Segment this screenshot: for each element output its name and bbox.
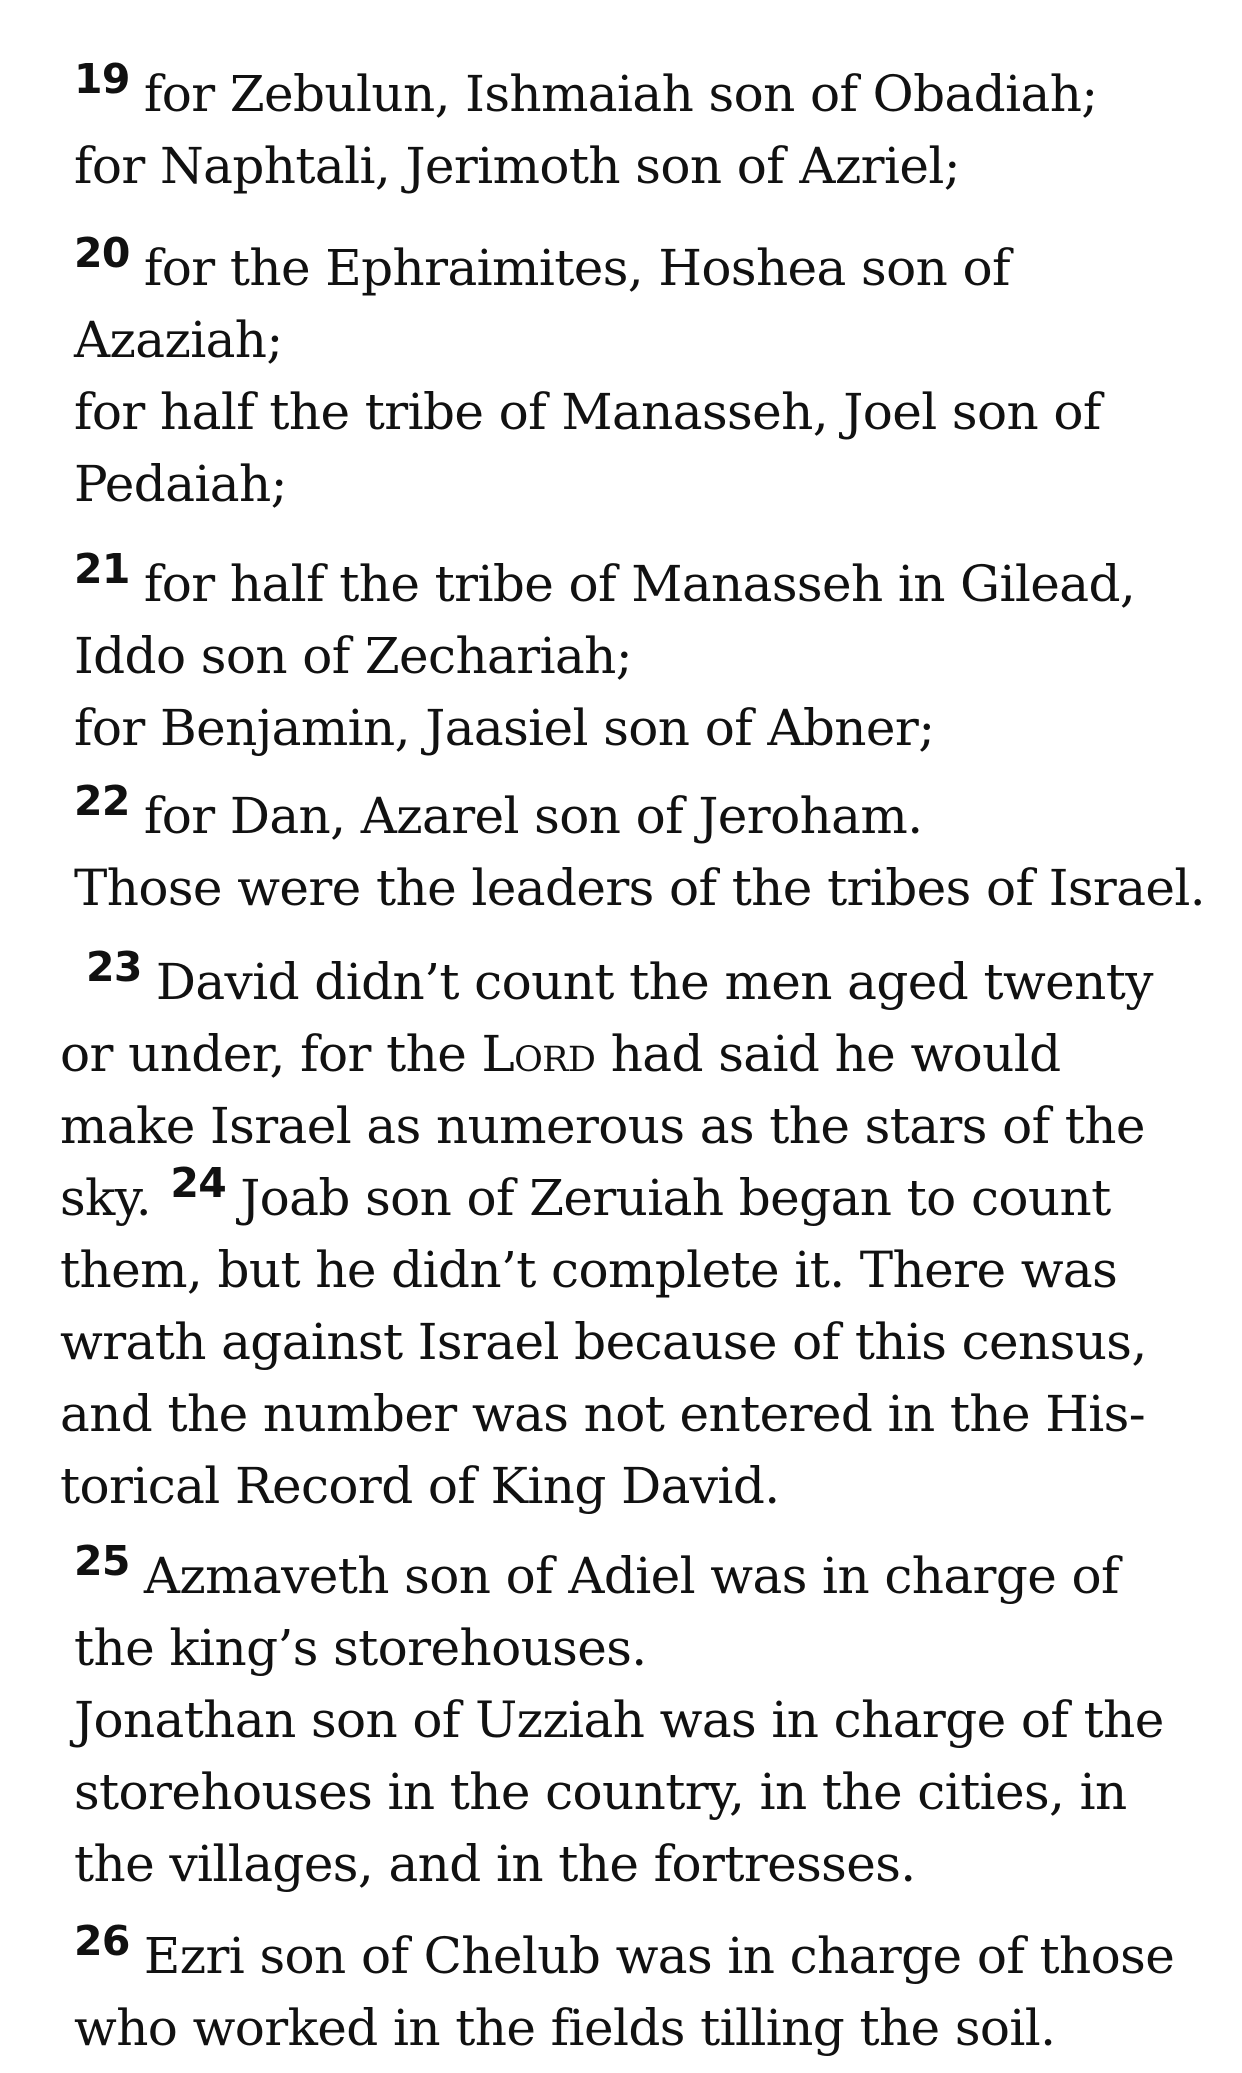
verse-20-line-2: Azaziah; [74, 311, 283, 369]
verse-text: for the Ephraimites, Hoshea son of [143, 239, 1010, 297]
verse-text: for half the tribe of Manasseh in Gilead, [143, 555, 1136, 613]
verse-21-line-2: Iddo son of Zechariah; [74, 627, 633, 685]
verse-text: for Zebulun, Ishmaiah son of Obadiah; [143, 65, 1098, 123]
verse-text: or under, for the [60, 1025, 482, 1083]
verse-26-line-1 [74, 1917, 1175, 1995]
verse-number: 23 [86, 943, 142, 991]
verse-24-line-5: torical Record of King David. [60, 1457, 780, 1515]
verse-22-line-2: Those were the leaders of the tribes of Israel. [74, 859, 1206, 917]
verse-text: sky. [60, 1169, 152, 1227]
verse-26-line-2: who worked in the fields tilling the soil. [74, 1999, 1056, 2057]
verse-text: Azmaveth son of Adiel was in charge of [143, 1547, 1119, 1605]
verse-20-line-1 [74, 229, 1010, 307]
verse-23-line-1 [86, 943, 1153, 1021]
verse-20-line-4: Pedaiah; [74, 455, 287, 513]
verse-number: 19 [74, 55, 130, 103]
verse-text: had said he would [595, 1025, 1061, 1083]
verse-number: 25 [74, 1537, 130, 1585]
verse-20-line-3: for half the tribe of Manasseh, Joel son of [74, 383, 1101, 441]
verse-25-line-5: the villages, and in the fortresses. [74, 1835, 916, 1893]
verse-22-line-1 [74, 777, 923, 855]
verse-number: 26 [74, 1917, 130, 1965]
verse-number: 20 [74, 229, 130, 277]
verse-number: 24 [170, 1159, 227, 1207]
verse-19-line-2: for Naphtali, Jerimoth son of Azriel; [74, 137, 961, 195]
verse-23-line-3: make Israel as numerous as the stars of the [60, 1097, 1145, 1155]
verse-25-line-4: storehouses in the country, in the cities, in [74, 1763, 1127, 1821]
divine-name: Lord [481, 1025, 596, 1083]
verse-text: Ezri son of Chelub was in charge of those [143, 1927, 1175, 1985]
verse-25-line-1 [74, 1537, 1119, 1615]
verse-number: 22 [74, 777, 130, 825]
verse-25-line-2: the king’s storehouses. [74, 1619, 647, 1677]
verse-24-line-4: and the number was not entered in the His- [60, 1385, 1146, 1443]
verse-21-line-3: for Benjamin, Jaasiel son of Abner; [74, 699, 935, 757]
verse-19-line-1 [74, 55, 1098, 133]
verse-24-line-3: wrath against Israel because of this census, [60, 1313, 1147, 1371]
verse-number: 21 [74, 545, 130, 593]
verse-23-line-2 [60, 1018, 1061, 1090]
verse-text: for Dan, Azarel son of Jeroham. [143, 787, 923, 845]
verse-24-line-2: them, but he didn’t complete it. There was [60, 1241, 1118, 1299]
verse-25-line-3: Jonathan son of Uzziah was in charge of the [74, 1691, 1164, 1749]
verse-text: Joab son of Zeruiah began to count [240, 1169, 1111, 1227]
verse-23-line-4 [60, 1159, 1111, 1237]
verse-21-line-1 [74, 545, 1136, 623]
verse-text: David didn’t count the men aged twenty [155, 953, 1153, 1011]
